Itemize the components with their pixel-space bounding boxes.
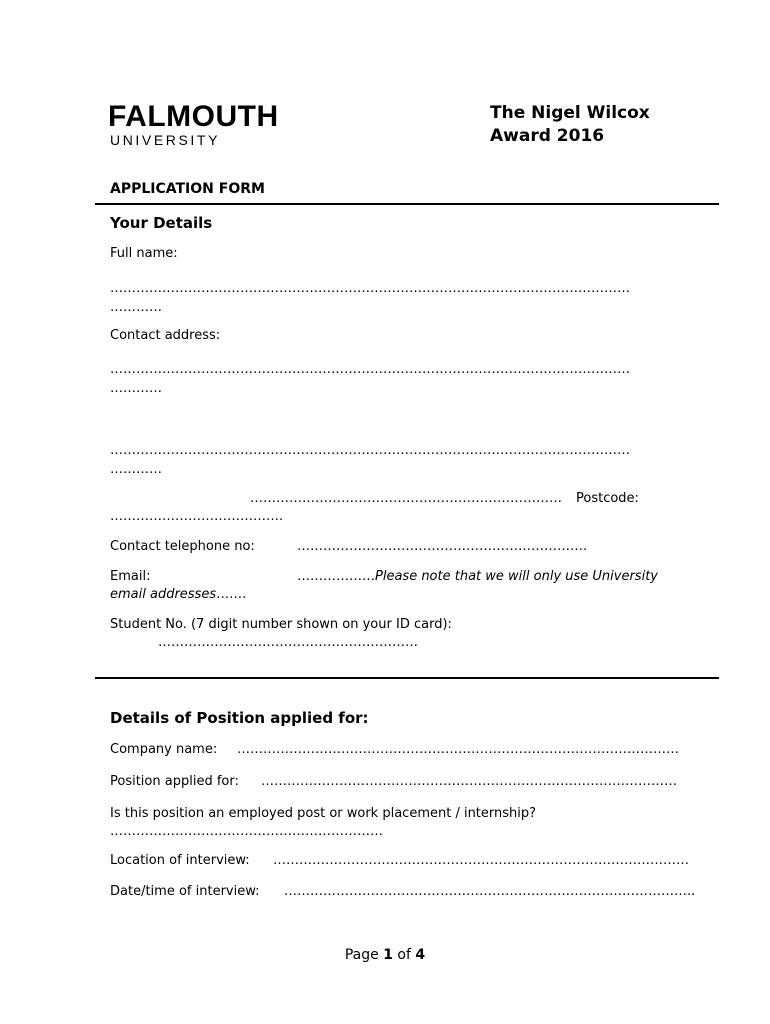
address-dots-line1a: ………………………………………………………………………………………………………… xyxy=(110,362,630,377)
address-dots-line1b: ………… xyxy=(110,381,162,396)
company-label: Company name: xyxy=(110,742,218,757)
position-label: Position applied for: xyxy=(110,774,239,789)
full-name-dots-line2: ………… xyxy=(110,300,162,315)
contact-address-field-line1[interactable] xyxy=(110,360,630,398)
email-note-continued: email addresses xyxy=(110,587,217,602)
address-dots-line2a: ………………………………………………………………………………………………………… xyxy=(110,443,630,458)
title-divider xyxy=(95,203,719,205)
postcode-field[interactable]: …………………………………. xyxy=(110,509,284,524)
position-heading: Details of Position applied for: xyxy=(110,709,369,727)
full-name-field[interactable] xyxy=(110,279,630,317)
award-title-line2: Award 2016 xyxy=(490,126,605,146)
address-dots-line2b: ………… xyxy=(110,462,162,477)
location-label: Location of interview: xyxy=(110,853,250,868)
section-divider xyxy=(95,677,719,679)
student-no-field[interactable]: …………………………………………………… xyxy=(158,635,418,650)
page-current: 1 xyxy=(383,947,393,963)
contact-address-field-line3[interactable]: ……………………………………………………………… xyxy=(250,491,562,506)
telephone-field[interactable]: …………………………………………………………. xyxy=(297,539,588,554)
date-time-label: Date/time of interview: xyxy=(110,884,260,899)
page-number xyxy=(0,947,770,963)
email-note-dots: ……. xyxy=(216,587,247,602)
email-field[interactable]: ……………… xyxy=(297,569,375,584)
contact-address-label: Contact address: xyxy=(110,328,221,343)
position-type-field[interactable]: ……………………………………………………… xyxy=(110,824,383,839)
telephone-label: Contact telephone no: xyxy=(110,539,255,554)
form-title: APPLICATION FORM xyxy=(110,181,265,197)
full-name-label: Full name: xyxy=(110,246,178,261)
page-total: 4 xyxy=(415,947,426,963)
company-field[interactable]: ………………………………………………………………………………………… xyxy=(237,742,679,757)
email-note: Please note that we will only use University xyxy=(375,569,658,584)
date-time-field[interactable]: ………………………………………………………………………………….. xyxy=(284,884,696,899)
university-logo-subtitle: UNIVERSITY xyxy=(110,132,221,148)
position-field[interactable]: …………………………………………………………………………………… xyxy=(261,774,677,789)
student-no-label: Student No. (7 digit number shown on your ID card): xyxy=(110,617,452,632)
your-details-heading: Your Details xyxy=(110,214,213,232)
award-title-line1: The Nigel Wilcox xyxy=(490,103,650,123)
of-word: of xyxy=(397,947,411,963)
email-line1 xyxy=(297,567,658,586)
full-name-dots-line1: ………………………………………………………………………………………………………… xyxy=(110,281,630,296)
email-label: Email: xyxy=(110,569,151,584)
award-title xyxy=(490,102,650,148)
email-line2 xyxy=(110,585,246,604)
location-field[interactable]: …………………………………………………………………………………… xyxy=(273,853,689,868)
contact-address-field-line2[interactable] xyxy=(110,441,630,479)
page-word: Page xyxy=(344,947,379,963)
postcode-label: Postcode: xyxy=(576,491,639,506)
position-type-question: Is this position an employed post or work placement / internship? xyxy=(110,806,537,821)
university-logo-wordmark: FALMOUTH xyxy=(108,100,279,133)
